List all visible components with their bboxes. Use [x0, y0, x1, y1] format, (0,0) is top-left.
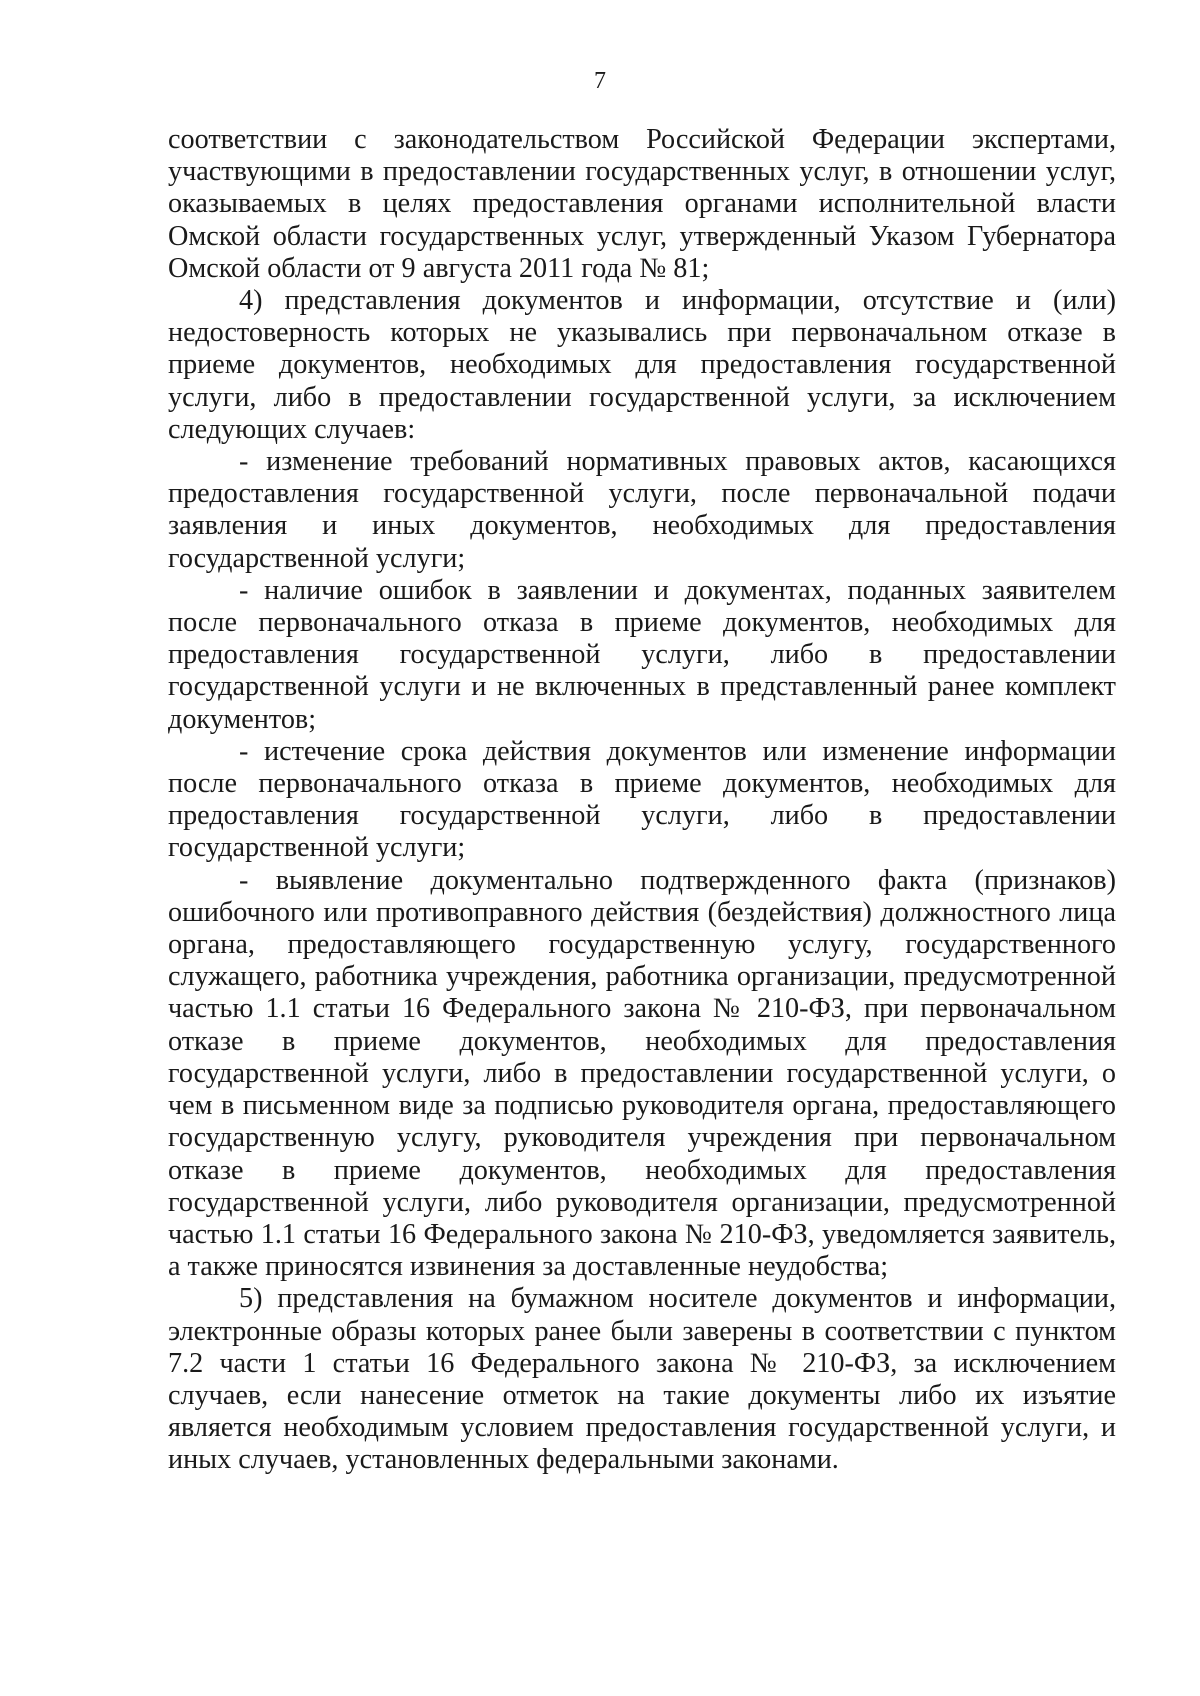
paragraph-bullet-misconduct: - выявление документально подтвержденного факта (признаков) ошибочного или противоправного действия (бездействия) должностного лица органа, предоставляющего государственную услугу, государственного служащего, работника учреждения, работника организации, предусмотренной частью 1.1 статьи 16 Федерального закона № 210-ФЗ, при первоначальном отказе в приеме документов, необходимых для предоставления государственной услуги, либо в предоставлении государственной услуги, о чем в письменном виде за подписью руководителя органа, предоставляющего государственную услугу, руководителя учреждения при первоначальном отказе в приеме документов, необходимых для предоставления государственной услуги, либо руководителя организации, предусмотренной частью 1.1 статьи 16 Федерального закона № 210-ФЗ, уведомляется заявитель, а также приносятся извинения за доставленные неудобства; [168, 864, 1116, 1283]
paragraph-item-4: 4) представления документов и информации, отсутствие и (или) недостоверность которых не указывались при первоначальном отказе в приеме документов, необходимых для предоставления государственной услуги, либо в предоставлении государственной услуги, за исключением следующих случаев: [168, 285, 1116, 445]
paragraph-item-5: 5) представления на бумажном носителе документов и информации, электронные образы которых ранее были заверены в соответствии с пунктом 7.2 части 1 статьи 16 Федерального закона № 210-ФЗ, за исключением случаев, если нанесение отметок на такие документы либо их изъятие является необходимым условием предоставления государственной услуги, и иных случаев, установленных федеральными законами. [168, 1283, 1116, 1476]
paragraph-continuation: соответствии с законодательством Российской Федерации экспертами, участвующими в предоставлении государственных услуг, в отношении услуг, оказываемых в целях предоставления органами исполнительной власти Омской области государственных услуг, утвержденный Указом Губернатора Омской области от 9 августа 2011 года № 81; [168, 124, 1116, 284]
document-body [168, 124, 1116, 1477]
paragraph-bullet-expiry: - истечение срока действия документов или изменение информации после первоначального отказа в приеме документов, необходимых для предоставления государственной услуги, либо в предоставлении государственной услуги; [168, 735, 1116, 864]
page-number: 7 [594, 68, 606, 94]
paragraph-bullet-errors: - наличие ошибок в заявлении и документах, поданных заявителем после первоначального отказа в приеме документов, необходимых для предоставления государственной услуги, либо в предоставлении государственной услуги и не включенных в представленный ранее комплект документов; [168, 574, 1116, 735]
paragraph-bullet-requirements-change: - изменение требований нормативных правовых актов, касающихся предоставления государственной услуги, после первоначальной подачи заявления и иных документов, необходимых для предоставления государственной услуги; [168, 446, 1116, 574]
